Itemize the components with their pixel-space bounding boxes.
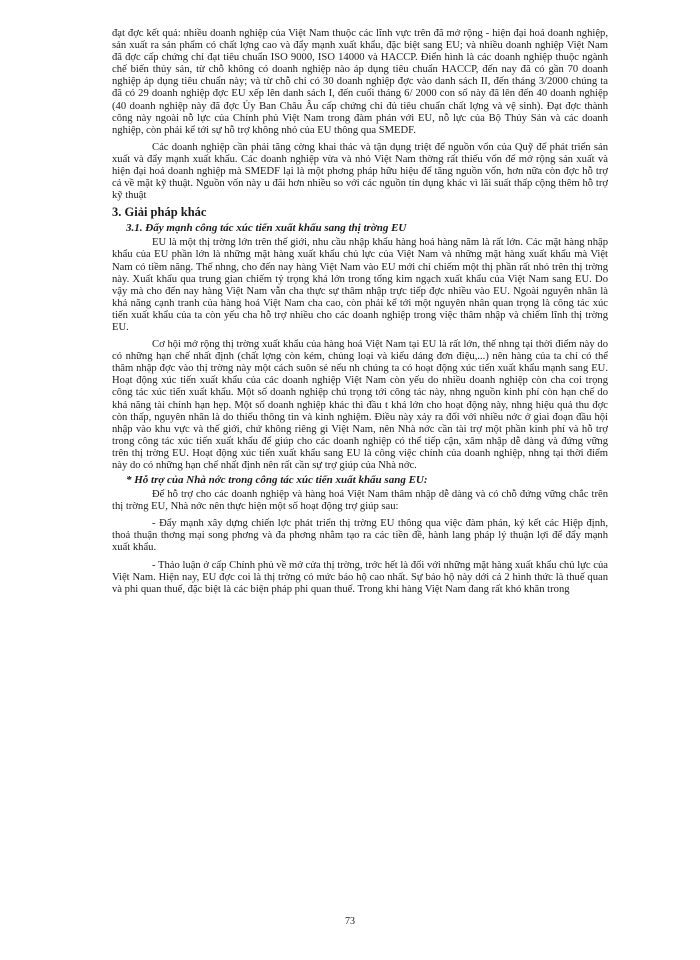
paragraph-4: Cơ hội mở rộng thị trờng xuất khẩu của hàng hoá Việt Nam tại EU là rất lớn, thế nhng tại thời điểm này do có những hạn chế nhất định (chất lợng còn kém, chủng loại và kiểu dáng đơn điệu,...) nên hàng của ta chỉ có thể thâm nhập đợc vào thị trờng này một cách suôn sẻ nếu nh chúng ta có hoạt động xúc tiến xuất khẩu mạnh sang EU. Hoạt động xúc tiến xuất khẩu của các doanh nghiệp Việt Nam còn yếu do nhiều doanh nghiệp còn cha coi trọng công tác xúc tiến xuất khẩu. Một số doanh nghiệp chú trọng tới công tác này, nhng nguồn kinh phí còn hạn chế do khả năng tài chính hạn hẹp. Một số doanh nghiệp khác thì đầu t khá lớn cho hoạt động này, nhng hiệu quả thu đợc còn thấp, nguyên nhân là do thiếu thông tin và kinh nghiệm. Điều này xảy ra đối với nhiều nớc ở giai đoạn đầu hội nhập vào khu vực và thế giới, chứ không riêng gì Việt Nam, nên Nhà nớc cần tài trợ một phần kinh phí và hỗ trợ trong công tác xúc tiến xuất khẩu để giúp cho các doanh nghiệp có thể tiếp cận, xâm nhập dễ dàng và đứng vững trên thị trờng EU. Hoạt động xúc tiến xuất khẩu sang EU là công việc chính của doanh nghiệp, nhng tại thời điểm này do có những hạn chế nhất định nên rất cần sự trợ giúp của Nhà nớc. <box>112 339 608 471</box>
paragraph-3: EU là một thị trờng lớn trên thế giới, nhu cầu nhập khẩu hàng hoá hàng năm là rất lớn. Các mặt hàng nhập khẩu của EU phần lớn là những mặt hàng xuất khẩu chủ lực của Việt Nam và những mặt hàng xuất khẩu mà Việt Nam có tiềm năng. Thế nhng, cho đến nay hàng Việt Nam vào EU mới chỉ chiếm một thị phần rất nhỏ trên thị trờng này. Xuất khẩu qua trung gian chiếm tỷ trọng khá lớn trong tổng kim ngạch xuất khẩu của Việt Nam sang EU. Do vậy mà cho đến nay hàng Việt Nam vẫn cha thực sự thâm nhập trực tiếp đợc nhiều vào EU. Ngoài nguyên nhân là khả năng cạnh tranh của hàng hoá Việt Nam cha cao, còn phải kể tới một nguyên nhân quan trọng là công tác xúc tiến xuất khẩu của ta còn yếu cha hỗ trợ nhiều cho các doanh nghiệp trong việc thâm nhập và chiếm lĩnh thị trờng EU. <box>112 237 608 333</box>
subsection-heading-3-1: 3.1. Đẩy mạnh công tác xúc tiến xuất khẩu sang thị trờng EU <box>126 222 407 235</box>
document-page <box>112 28 608 596</box>
paragraph-6: - Đẩy mạnh xây dựng chiến lợc phát triển thị trờng EU thông qua việc đàm phán, ký kết các Hiệp định, thoả thuận thơng mại song phơng và đa phơng nhằm tạo ra các tiền đề, hành lang pháp lý thuận lợi để đẩy mạnh xuất khẩu. <box>112 518 608 554</box>
paragraph-1: đạt đợc kết quả: nhiều doanh nghiệp của Việt Nam thuộc các lĩnh vực trên đã mở rộng - hiện đại hoá doanh nghiệp, sản xuất ra sản phẩm có chất lợng cao và đẩy mạnh xuất khẩu, đặc biệt sang EU; và nhiều doanh nghiệp Việt Nam đã đợc cấp chứng chỉ đạt tiêu chuẩn ISO 9000, ISO 14000 và HACCP. Điển hình là các doanh nghiệp thuộc ngành chế biến thủy sản, từ chỗ không có doanh nghiệp nào áp dụng tiêu chuẩn HACCP, đến nay đã có gần 70 doanh nghiệp áp dụng tiêu chuẩn này; và từ chỗ chỉ có 30 doanh nghiệp đợc vào danh sách II, đến tháng 3/2000 chúng ta đã có 29 doanh nghiệp đợc EU xếp lên danh sách I, đến cuối tháng 6/ 2000 con số này đã lên đến 40 doanh nghiệp (40 doanh nghiệp này đã đợc Ủy Ban Châu Âu cấp chứng chỉ đủ tiêu chuẩn chất lợng và vệ sinh). Đạt đợc thành công này ngoài nỗ lực của Chính phủ Việt Nam trong đàm phán với EU, nỗ lực của Bộ Thủy Sản và các doanh nghiệp, còn phải kể tới sự hỗ trợ không nhỏ của EU thông qua SMEDF. <box>112 28 608 136</box>
page-number: 73 <box>345 916 355 927</box>
paragraph-2: Các doanh nghiệp cần phải tăng cờng khai thác và tận dụng triệt để nguồn vốn của Quỹ để phát triển sản xuất và đẩy mạnh xuất khẩu. Các doanh nghiệp vừa và nhỏ Việt Nam thờng rất thiếu vốn để mở rộng sản xuất và hiện đại hoá doanh nghiệp mà SMEDF lại là một phơng pháp hữu hiệu để tăng nguồn vốn, hơn nữa còn đợc hỗ trợ cả về mặt kỹ thuật. Nguồn vốn này u đãi hơn nhiều so với các nguồn tín dụng khác vì lãi suất thấp cộng thêm hỗ trợ kỹ thuật <box>112 141 608 202</box>
paragraph-5: Để hỗ trợ cho các doanh nghiệp và hàng hoá Việt Nam thâm nhập dễ dàng và có chỗ đứng vững chắc trên thị trờng EU, Nhà nớc nên thực hiện một số hoạt động trợ giúp sau: <box>112 489 608 513</box>
subsection-heading-state-support: * Hỗ trợ của Nhà nớc trong công tác xúc tiến xuất khẩu sang EU: <box>126 474 428 487</box>
section-heading: 3. Giải pháp khác <box>112 205 207 220</box>
paragraph-7: - Thảo luận ở cấp Chính phủ về mở cửa thị trờng, trớc hết là đối với những mặt hàng xuất khẩu chủ lực của Việt Nam. Hiện nay, EU đợc coi là thị trờng có mức bảo hộ cao nhất. Sự bảo hộ này dới cả 2 hình thức là thuế quan và phi quan thuế, đặc biệt là các biện pháp phi quan thuế. Trong khi hàng Việt Nam đang rất khó khăn trong <box>112 559 608 595</box>
